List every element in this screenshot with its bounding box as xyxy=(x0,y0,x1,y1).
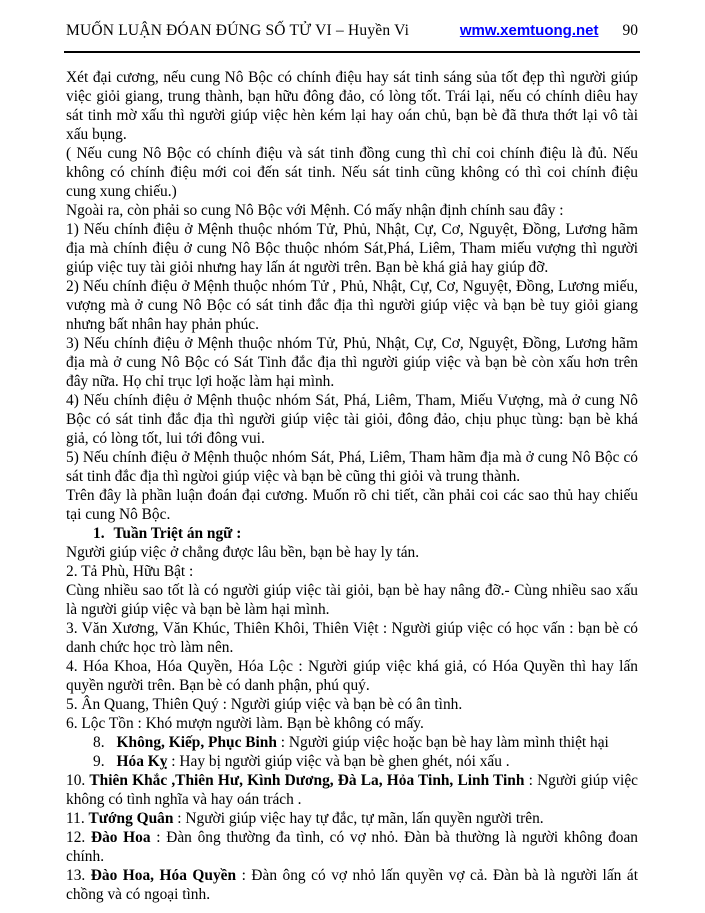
text-segment: 4. Hóa Khoa, Hóa Quyền, Hóa Lộc : Người giúp việc khá giả, có Hóa Quyền thì hay lấn quyền người trên. Bạn bè có danh phận, phú quý. xyxy=(66,658,638,694)
text-segment-bold: Tướng Quân xyxy=(88,810,174,827)
text-segment: 8. xyxy=(93,734,105,751)
header-right xyxy=(460,22,638,40)
text-segment: 4) Nếu chính điệu ở Mệnh thuộc nhóm Sát, Phá, Liêm, Tham, Miếu Vượng, mà ở cung Nô Bộc có sát tinh đắc địa thì người giúp việc tài giỏi, đông đảo, chịu phục tùng: bạn bè khá giả, có lòng tốt, lui tới đông vui. xyxy=(66,392,638,447)
para-rule-1 xyxy=(66,220,638,277)
para-rule-5 xyxy=(66,448,638,486)
page-number: 90 xyxy=(622,22,638,39)
text-segment-bold: 1. xyxy=(93,525,105,542)
text-segment: 9. xyxy=(93,753,105,770)
para-item-11 xyxy=(66,809,638,828)
text-segment-bold: Không, Kiếp, Phục Binh xyxy=(116,734,277,751)
header-divider xyxy=(64,51,640,53)
text-segment: 5) Nếu chính điệu ở Mệnh thuộc nhóm Sát, Phá, Liêm, Tham hãm địa mà ở cung Nô Bộc có sát tinh đắc địa thì ngừoi giúp việc và bạn bè cũng thi giỏi và trung thành. xyxy=(66,449,638,485)
text-segment-bold: Tuần Triệt án ngữ : xyxy=(113,525,242,542)
text-segment: ( Nếu cung Nô Bộc có chính điệu và sát tinh đồng cung thì chỉ coi chính điệu là đủ. Nếu không có chính điệu mới coi đến sát tinh. Nếu sát tinh cũng không có thì coi chính điệu cung xung chiếu.) xyxy=(66,145,638,200)
text-segment: Xét đại cương, nếu cung Nô Bộc có chính điệu hay sát tinh sáng sủa tốt đẹp thì người giúp việc giỏi giang, trung thành, bạn hữu đông đảo, có lòng tốt. Trái lại, nếu có chính diêu hay sát tinh mờ xấu thì người giúp việc hèn kém lại hay oán chủ, bạn bè đã thưa thớt lại vô tài xấu bụng. xyxy=(66,69,638,143)
para-item-3 xyxy=(66,619,638,657)
para-item-12 xyxy=(66,828,638,866)
para-item-2-label xyxy=(66,562,638,581)
para-item-6 xyxy=(66,714,638,733)
text-segment: Người giúp việc ở chẳng được lâu bền, bạn bè hay ly tán. xyxy=(66,544,420,561)
para-rule-3 xyxy=(66,334,638,391)
text-segment: 2) Nếu chính điệu ở Mệnh thuộc nhóm Tử , Phủ, Nhật, Cự, Cơ, Nguyệt, Đồng, Lương miếu, vượng mà ở cung Nô Bộc có sát tinh đắc địa thì người giúp việc và bạn bè tuy giỏi giang nhưng bất nhân hay phản phúc. xyxy=(66,278,638,333)
text-segment-bold: Thiên Khắc ,Thiên Hư, Kình Dương, Đà La, Hỏa Tinh, Linh Tinh xyxy=(89,772,525,789)
page-body xyxy=(66,68,638,904)
para-item-8 xyxy=(66,733,638,752)
page-header xyxy=(66,22,638,40)
heading-tuan-triet xyxy=(66,524,638,543)
text-segment: Ngoài ra, còn phải so cung Nô Bộc với Mệnh. Có mấy nhận định chính sau đây : xyxy=(66,202,564,219)
text-segment: 5. Ân Quang, Thiên Quý : Người giúp việc và bạn bè có ân tình. xyxy=(66,696,463,713)
text-segment: 3) Nếu chính điệu ở Mệnh thuộc nhóm Tử, Phủ, Nhật, Cự, Cơ, Nguyệt, Đồng, Lương hãm địa mà ở cung Nô Bộc có Sát Tinh đắc địa thì người giúp việc và bạn bè còn xấu hơn trên đây nữa. Họ chỉ trục lợi hoặc làm hại mình. xyxy=(66,335,638,390)
para-intro xyxy=(66,68,638,144)
text-segment: Cùng nhiều sao tốt là có người giúp việc tài giỏi, bạn bè hay nâng đỡ.- Cùng nhiều sao xấu là người giúp việc và bạn bè làm hại mình. xyxy=(66,582,638,618)
text-segment: Trên đây là phần luận đoán đại cương. Muốn rõ chi tiết, cần phải coi các sao thủ hay chiếu tại cung Nô Bộc. xyxy=(66,487,638,523)
text-segment: 3. Văn Xương, Văn Khúc, Thiên Khôi, Thiên Việt : Người giúp việc có học vấn : bạn bè có danh chức học trò làm nên. xyxy=(66,620,638,656)
para-item-2-text xyxy=(66,581,638,619)
text-segment: : Người giúp việc không có tình nghĩa và hay oán trách . xyxy=(66,772,638,808)
text-segment: 2. Tả Phù, Hữu Bật : xyxy=(66,563,194,580)
para-menh-intro xyxy=(66,201,638,220)
text-segment: 10. xyxy=(66,772,90,789)
text-segment-bold: Đào Hoa, Hóa Quyền xyxy=(90,867,237,884)
para-item-13 xyxy=(66,866,638,904)
para-item-9 xyxy=(66,752,638,771)
text-segment: 13. xyxy=(66,867,91,884)
text-segment-bold: Đào Hoa xyxy=(90,829,151,846)
text-segment: : Đàn ông có vợ nhỏ lấn quyền vợ cả. Đàn bà là người lấn át chồng và có ngoại tình. xyxy=(66,867,638,903)
text-segment: : Người giúp việc hay tự đắc, tự mãn, lấn quyền người trên. xyxy=(173,810,544,827)
text-segment-bold: Hóa Kỵ xyxy=(116,753,168,770)
text-segment: 12. xyxy=(66,829,91,846)
text-segment: : Người giúp việc hoặc bạn bè hay làm mình thiệt hại xyxy=(276,734,609,751)
para-conclusion xyxy=(66,486,638,524)
para-rule-4 xyxy=(66,391,638,448)
page-title: MUỐN LUẬN ĐÓAN ĐÚNG SỐ TỬ VI – Huyền Vi xyxy=(66,22,410,39)
para-tuan-triet xyxy=(66,543,638,562)
text-segment: 1) Nếu chính điệu ở Mệnh thuộc nhóm Tử, Phủ, Nhật, Cự, Cơ, Nguyệt, Đồng, Lương hãm địa mà chính điệu ở cung Nô Bộc thuộc nhóm Sát,Phá, Liêm, Tham miếu vượng thì người giúp việc tuy tài giỏi nhưng hay lấn át người trên. Bạn bè khá giả hay giúp đỡ. xyxy=(66,221,638,276)
para-item-4 xyxy=(66,657,638,695)
para-item-10 xyxy=(66,771,638,809)
para-rule-2 xyxy=(66,277,638,334)
site-link[interactable]: wmw.xemtuong.net xyxy=(459,22,599,39)
para-item-5 xyxy=(66,695,638,714)
text-segment: 6. Lộc Tồn : Khó mượn người làm. Bạn bè không có mấy. xyxy=(66,715,424,732)
text-segment: : Hay bị người giúp việc và bạn bè ghen ghét, nói xấu . xyxy=(167,753,510,770)
para-note xyxy=(66,144,638,201)
text-segment: : Đàn ông thường đa tình, có vợ nhỏ. Đàn bà thường là người không đoan chính. xyxy=(66,829,638,865)
text-segment: 11. xyxy=(66,810,89,827)
